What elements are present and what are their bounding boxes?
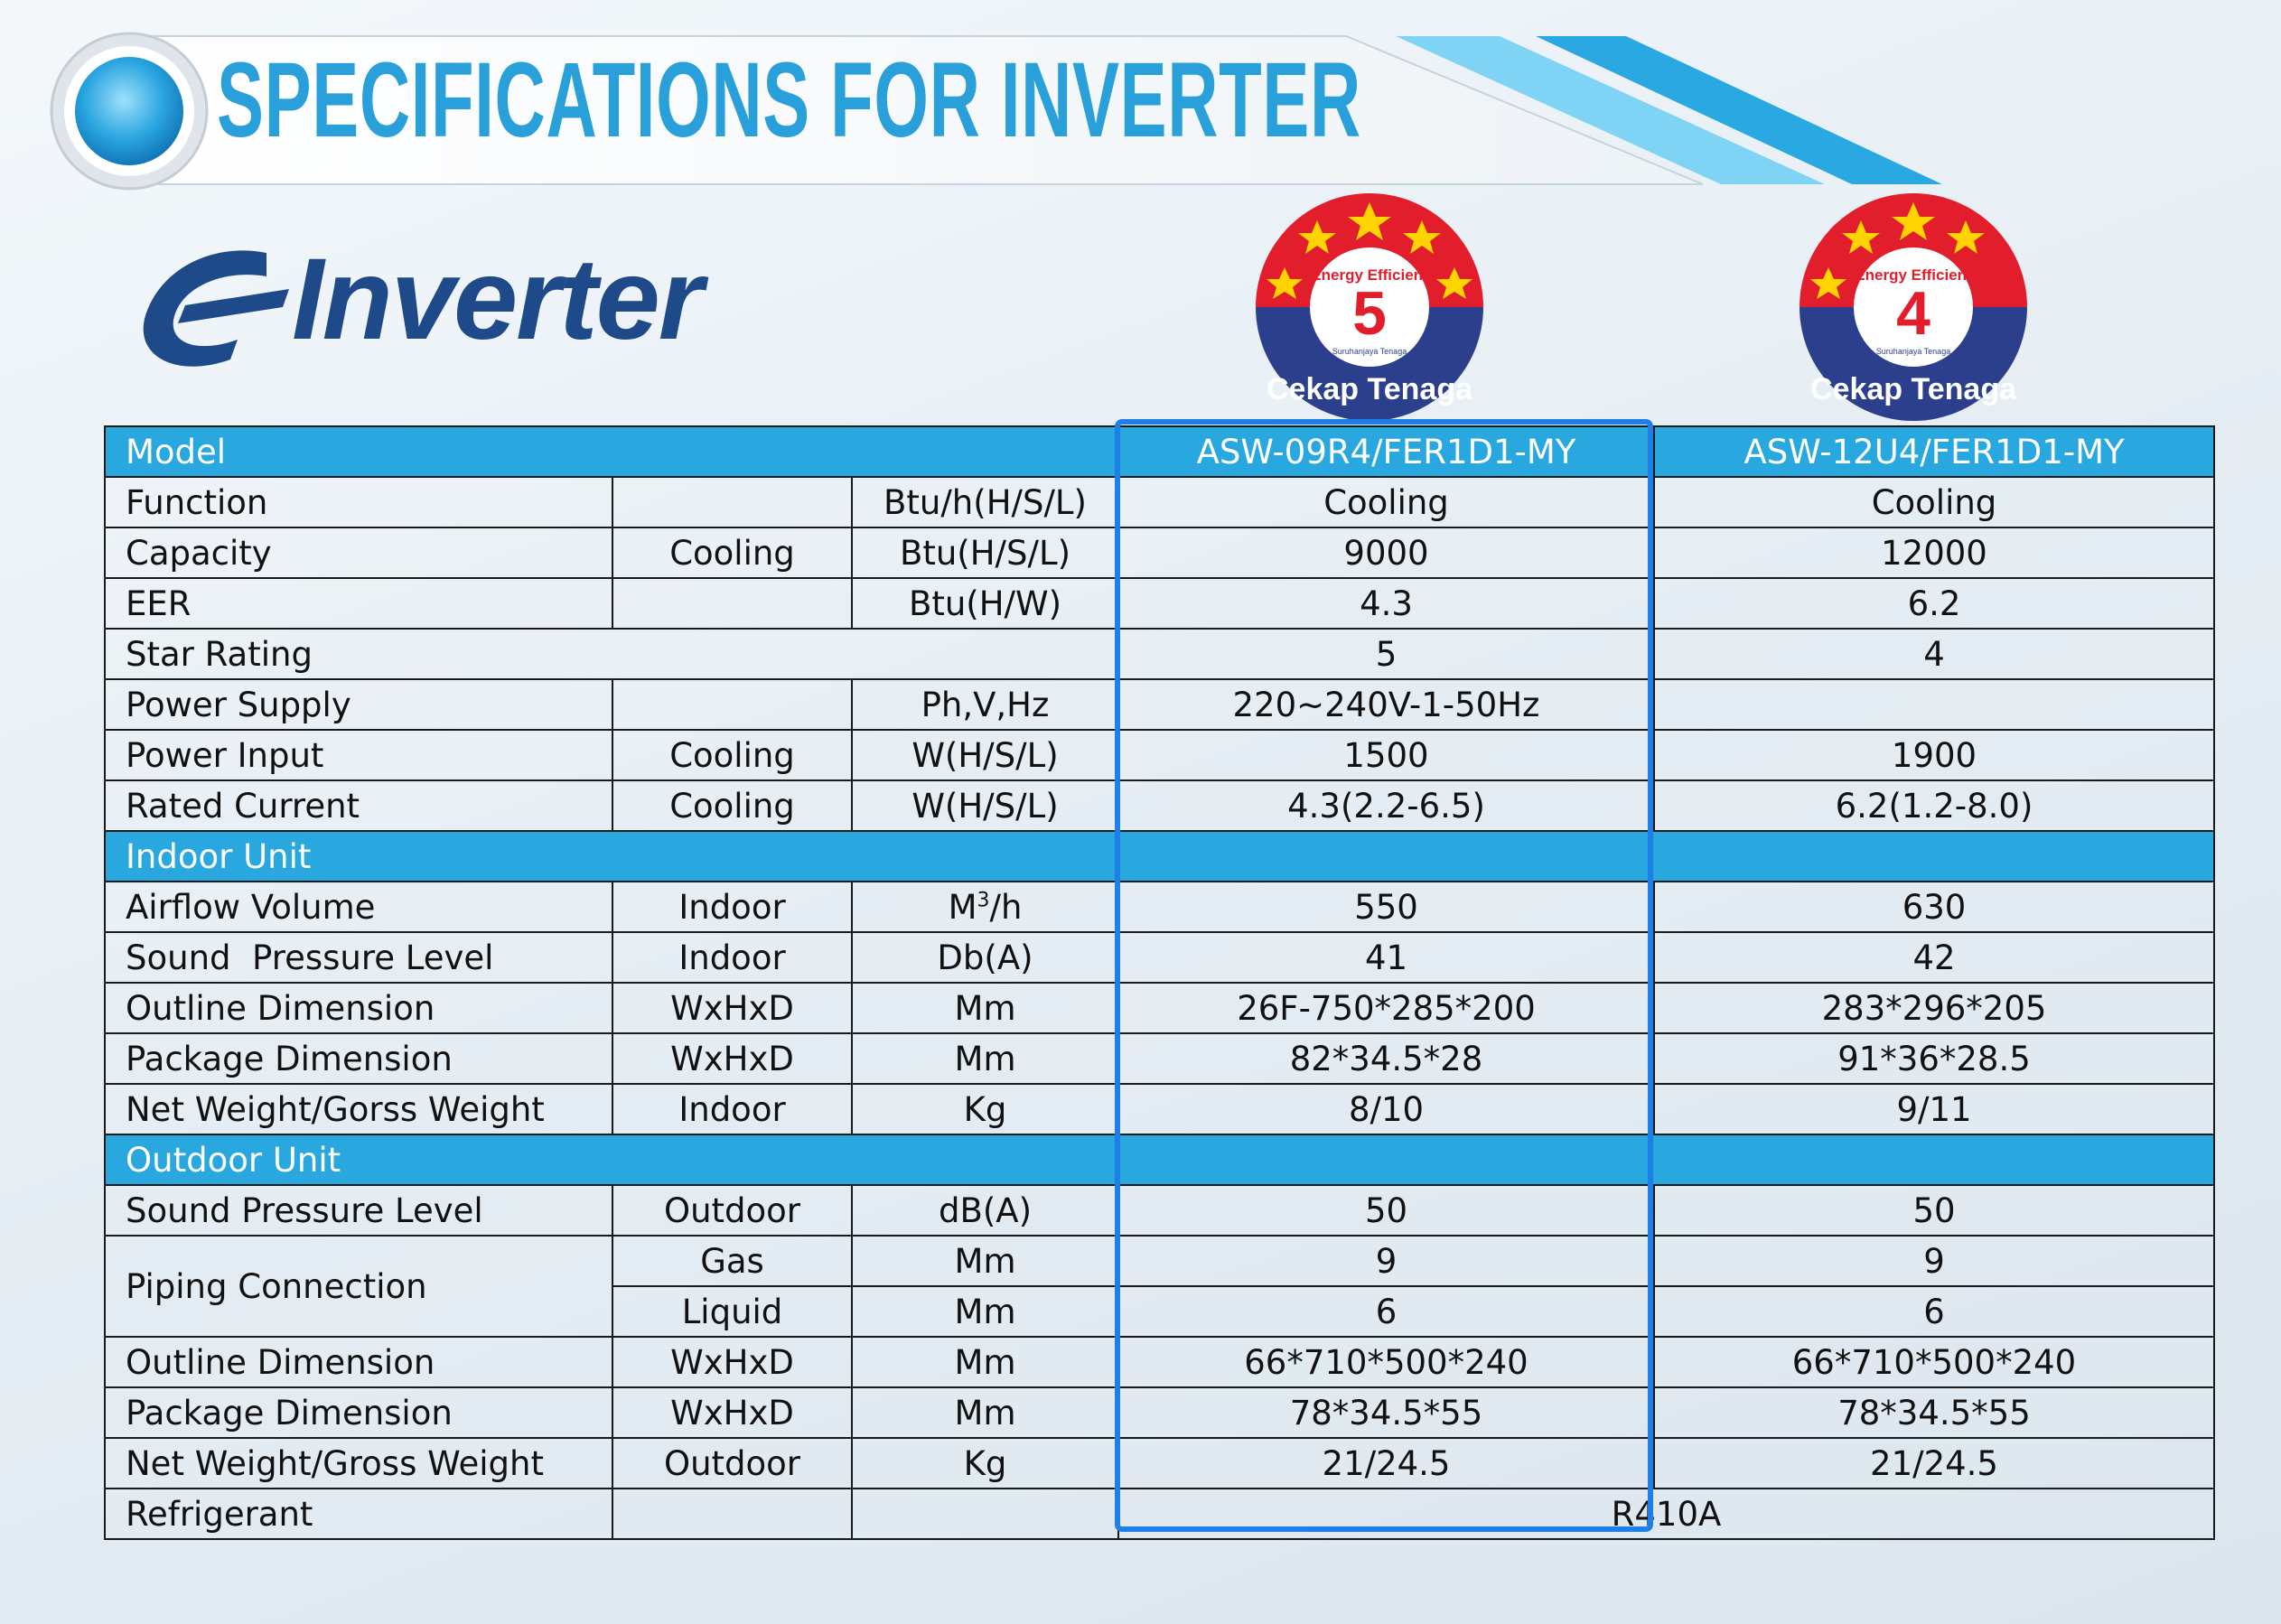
row-unit: Mm: [852, 1387, 1118, 1438]
inverter-logo: [131, 233, 781, 387]
row-label: Star Rating: [105, 629, 1118, 679]
row-condition: WxHxD: [612, 1387, 852, 1438]
row-unit: Btu(H/W): [852, 578, 1118, 629]
brand-name: Inverter: [292, 235, 702, 364]
badge-issuer: Suruhanjaya Tenaga: [1332, 347, 1407, 356]
indoor-unit-section-header: [105, 831, 2214, 882]
table-row: [105, 527, 2214, 578]
row-condition: [612, 1489, 852, 1539]
table-row: [105, 629, 2214, 679]
unit-tail: /h: [989, 887, 1023, 927]
row-value-model-2: 283*296*205: [1654, 983, 2214, 1033]
row-label: Capacity: [105, 527, 612, 578]
row-value-model-2: 6.2: [1654, 578, 2214, 629]
row-value-model-1: 6: [1118, 1286, 1654, 1337]
row-label: Net Weight/Gorss Weight: [105, 1084, 612, 1134]
table-row: [105, 1438, 2214, 1489]
table-row: [105, 882, 2214, 932]
row-label: Outline Dimension: [105, 983, 612, 1033]
table-row: [105, 1185, 2214, 1236]
row-value-model-2: 9: [1654, 1236, 2214, 1286]
row-condition: [612, 477, 852, 527]
row-value-model-1: Cooling: [1118, 477, 1654, 527]
badge-issuer: Suruhanjaya Tenaga: [1875, 347, 1951, 356]
table-row: [105, 1489, 2214, 1539]
row-condition: Indoor: [612, 932, 852, 983]
row-condition: Cooling: [612, 730, 852, 780]
badge-rating: 5: [1352, 279, 1387, 348]
row-label: Airflow Volume: [105, 882, 612, 932]
row-label: Power Supply: [105, 679, 612, 730]
row-value-model-2: 4: [1654, 629, 2214, 679]
model-header-row: [105, 426, 2214, 477]
table-row: [105, 1033, 2214, 1084]
row-value-model-2: 630: [1654, 882, 2214, 932]
row-unit: Mm: [852, 1337, 1118, 1387]
row-unit: Db(A): [852, 932, 1118, 983]
row-unit: Btu/h(H/S/L): [852, 477, 1118, 527]
row-condition: Cooling: [612, 780, 852, 831]
refrigerant-value: R410A: [1118, 1489, 2214, 1539]
row-value-model-2: 21/24.5: [1654, 1438, 2214, 1489]
row-value-model-2: 6: [1654, 1286, 2214, 1337]
row-value-model-1: 4.3: [1118, 578, 1654, 629]
table-row: [105, 1337, 2214, 1387]
row-value-model-2: 91*36*28.5: [1654, 1033, 2214, 1084]
model-2-name: ASW-12U4/FER1D1-MY: [1654, 426, 2214, 477]
row-label: Sound Pressure Level: [105, 1185, 612, 1236]
badge-rating: 4: [1896, 279, 1930, 348]
row-unit: W(H/S/L): [852, 780, 1118, 831]
row-condition: Outdoor: [612, 1438, 852, 1489]
row-value-model-1: 4.3(2.2-6.5): [1118, 780, 1654, 831]
row-value-model-1: 82*34.5*28: [1118, 1033, 1654, 1084]
row-condition: [612, 679, 852, 730]
row-unit: Mm: [852, 983, 1118, 1033]
row-condition: [612, 578, 852, 629]
row-value-model-1: 9000: [1118, 527, 1654, 578]
row-value-model-2: 6.2(1.2-8.0): [1654, 780, 2214, 831]
row-value-model-2: 1900: [1654, 730, 2214, 780]
energy-badge-5-star: [1252, 190, 1487, 425]
row-value-model-1: 50: [1118, 1185, 1654, 1236]
unit-base: M: [948, 887, 977, 927]
spec-table: [104, 425, 2215, 1540]
row-condition: Indoor: [612, 882, 852, 932]
row-label: Power Input: [105, 730, 612, 780]
section-label: Indoor Unit: [105, 831, 2214, 882]
row-value-model-2: 12000: [1654, 527, 2214, 578]
swirl-logo-icon: [131, 233, 312, 387]
row-value-model-1: 5: [1118, 629, 1654, 679]
table-row: [105, 932, 2214, 983]
table-row: [105, 679, 2214, 730]
row-unit: dB(A): [852, 1185, 1118, 1236]
row-value-model-1: 78*34.5*55: [1118, 1387, 1654, 1438]
row-condition: WxHxD: [612, 1337, 852, 1387]
row-value-model-1: 8/10: [1118, 1084, 1654, 1134]
row-value-model-1: 1500: [1118, 730, 1654, 780]
row-unit: [852, 882, 1118, 932]
row-unit: Btu(H/S/L): [852, 527, 1118, 578]
row-condition: WxHxD: [612, 983, 852, 1033]
row-value-model-2: [1654, 679, 2214, 730]
row-label: Net Weight/Gross Weight: [105, 1438, 612, 1489]
row-value-model-2: 9/11: [1654, 1084, 2214, 1134]
row-condition: Gas: [612, 1236, 852, 1286]
table-row: [105, 730, 2214, 780]
table-row: [105, 1236, 2214, 1286]
badge-bottom-text: Cekap Tenaga: [1266, 372, 1473, 406]
row-value-model-1: 21/24.5: [1118, 1438, 1654, 1489]
row-value-model-1: 41: [1118, 932, 1654, 983]
row-value-model-2: 66*710*500*240: [1654, 1337, 2214, 1387]
row-condition: Cooling: [612, 527, 852, 578]
row-value-model-1: 26F-750*285*200: [1118, 983, 1654, 1033]
row-value-model-2: 42: [1654, 932, 2214, 983]
row-label: Outline Dimension: [105, 1337, 612, 1387]
row-label: Piping Connection: [105, 1236, 612, 1337]
energy-badge-4-star: [1796, 190, 2031, 425]
badge-bottom-text: Cekap Tenaga: [1809, 372, 2017, 406]
row-label: Function: [105, 477, 612, 527]
row-unit: Kg: [852, 1438, 1118, 1489]
page-title: SPECIFICATIONS FOR INVERTER: [217, 41, 1361, 160]
table-row: [105, 1084, 2214, 1134]
table-row: [105, 780, 2214, 831]
table-row: [105, 578, 2214, 629]
row-label: Refrigerant: [105, 1489, 612, 1539]
section-label: Outdoor Unit: [105, 1134, 2214, 1185]
row-value-model-1: 9: [1118, 1236, 1654, 1286]
row-value-model-1: 220~240V-1-50Hz: [1118, 679, 1654, 730]
badge-top-text: Energy Efficient: [1311, 266, 1428, 284]
row-unit: Mm: [852, 1033, 1118, 1084]
row-value-model-2: 78*34.5*55: [1654, 1387, 2214, 1438]
row-label: Package Dimension: [105, 1033, 612, 1084]
row-condition: Indoor: [612, 1084, 852, 1134]
row-unit: Kg: [852, 1084, 1118, 1134]
row-unit: Mm: [852, 1286, 1118, 1337]
row-unit: [852, 1489, 1118, 1539]
model-1-name: ASW-09R4/FER1D1-MY: [1118, 426, 1654, 477]
row-unit: Mm: [852, 1236, 1118, 1286]
row-unit: W(H/S/L): [852, 730, 1118, 780]
row-label: Package Dimension: [105, 1387, 612, 1438]
badge-top-text: Energy Efficient: [1855, 266, 1972, 284]
row-value-model-2: Cooling: [1654, 477, 2214, 527]
row-label: Sound Pressure Level: [105, 932, 612, 983]
row-condition: WxHxD: [612, 1033, 852, 1084]
row-condition: Outdoor: [612, 1185, 852, 1236]
unit-superscript: 3: [977, 889, 990, 912]
row-unit: Ph,V,Hz: [852, 679, 1118, 730]
row-value-model-1: 550: [1118, 882, 1654, 932]
row-label: Rated Current: [105, 780, 612, 831]
table-row: [105, 477, 2214, 527]
row-value-model-1: 66*710*500*240: [1118, 1337, 1654, 1387]
row-label: EER: [105, 578, 612, 629]
table-row: [105, 1387, 2214, 1438]
model-label: Model: [105, 426, 1118, 477]
outdoor-unit-section-header: [105, 1134, 2214, 1185]
row-value-model-2: 50: [1654, 1185, 2214, 1236]
table-row: [105, 983, 2214, 1033]
row-condition: Liquid: [612, 1286, 852, 1337]
